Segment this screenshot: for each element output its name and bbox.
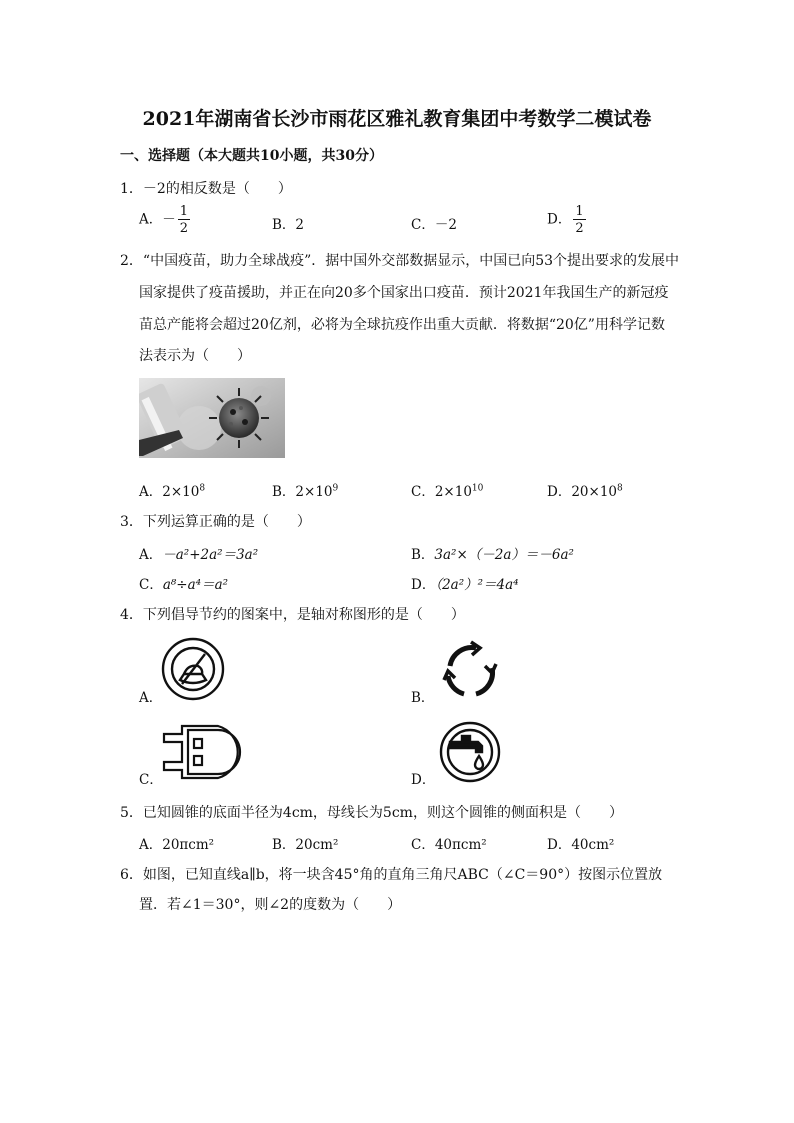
q3-option-a (139, 543, 258, 563)
no-food-waste-icon (160, 636, 226, 706)
q1-a-denominator: 2 (179, 221, 189, 236)
q2-option-b (272, 480, 338, 500)
q1-option-a-label: A．－ (139, 211, 176, 228)
q3-option-d (411, 573, 519, 593)
q3-d-expression: （2a²）²＝4a⁴ (435, 577, 519, 593)
q1-option-b: B．2 (272, 217, 305, 233)
question-6-line-2: 置．若∠1＝30°，则∠2的度数为（ ） (139, 897, 402, 913)
q1-d-denominator: 2 (575, 221, 584, 236)
q1-option-d (547, 205, 586, 235)
q3-c-label: C． (139, 577, 163, 593)
q5-option-a: A．20πcm² (139, 837, 215, 853)
question-3-stem: 3．下列运算正确的是（ ） (120, 514, 311, 530)
q1-option-a-fraction (178, 205, 190, 235)
q5-option-d: D．40cm² (547, 837, 615, 853)
q3-option-b (411, 543, 574, 563)
q2-b-base: B．2×10 (272, 484, 333, 500)
vaccine-image (139, 378, 285, 458)
q2-c-base: C．2×10 (411, 484, 472, 500)
q2-option-d (547, 480, 623, 500)
water-tap-icon (438, 720, 502, 788)
q2-option-a (139, 480, 205, 500)
question-4-stem: 4．下列倡导节约的图案中，是轴对称图形的是（ ） (120, 607, 465, 623)
question-2-line-3: 苗总产能将会超过20亿剂，必将为全球抗疫作出重大贡献．将数据“20亿”用科学记数 (139, 317, 665, 333)
q1-option-a (139, 205, 190, 235)
q3-b-label: B． (411, 547, 435, 563)
question-6-line-1: 6．如图，已知直线a∥b，将一块含45°角的直角三角尺ABC（∠C＝90°）按图示位置放 (120, 867, 663, 883)
q1-a-numerator: 1 (179, 204, 189, 219)
q4-option-c: C． (139, 772, 163, 788)
q2-d-exponent: 8 (617, 483, 623, 494)
q1-d-numerator: 1 (575, 204, 584, 219)
q4-option-a: A． (139, 690, 163, 706)
q1-option-d-fraction (573, 205, 585, 235)
q4-option-d: D． (411, 772, 436, 788)
recycle-arrows-icon (438, 640, 502, 706)
q1-option-c: C．－2 (411, 217, 457, 233)
q3-option-c (139, 573, 228, 593)
q2-d-base: D．20×10 (547, 484, 617, 500)
question-2-line-2: 国家提供了疫苗援助，并正在向20多个国家出口疫苗．预计2021年我国生产的新冠疫 (139, 285, 669, 301)
power-plug-icon (162, 724, 246, 784)
question-1-stem: 1．－2的相反数是（ ） (120, 181, 292, 197)
q2-a-base: A．2×10 (139, 484, 200, 500)
q3-c-expression: a⁸÷a⁴＝a² (162, 577, 229, 593)
q3-d-label: D． (411, 577, 436, 593)
page-title: 2021年湖南省长沙市雨花区雅礼教育集团中考数学二模试卷 (142, 108, 652, 130)
q1-option-d-label: D． (547, 211, 572, 228)
section-heading: 一、选择题（本大题共10小题，共30分） (120, 148, 383, 164)
q5-option-c: C．40πcm² (411, 837, 487, 853)
q2-a-exponent: 8 (199, 483, 206, 494)
question-5-stem: 5．已知圆锥的底面半径为4cm，母线长为5cm，则这个圆锥的侧面积是（ ） (120, 805, 623, 821)
q3-a-expression: －a²+2a²＝3a² (162, 547, 259, 563)
q2-c-exponent: 10 (471, 483, 484, 494)
q4-option-b: B． (411, 690, 435, 706)
question-2-line-1: 2．“中国疫苗，助力全球战疫”．据中国外交部数据显示，中国已向53个提出要求的发展中 (120, 253, 680, 269)
q2-option-c (411, 480, 483, 500)
question-2-line-4: 法表示为（ ） (139, 348, 251, 364)
q3-b-expression: 3a²×（－2a）＝－6a² (434, 547, 574, 563)
q5-option-b: B．20cm² (272, 837, 339, 853)
q3-a-label: A． (139, 547, 163, 563)
q2-b-exponent: 9 (332, 483, 339, 494)
